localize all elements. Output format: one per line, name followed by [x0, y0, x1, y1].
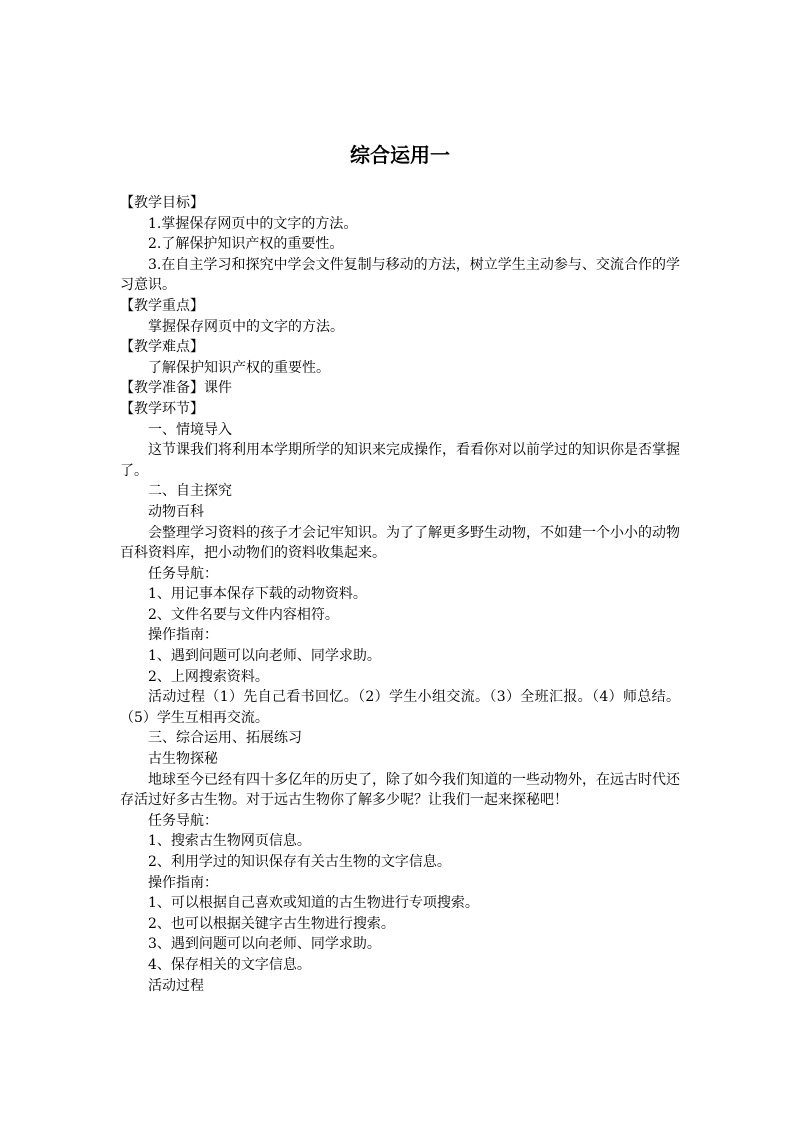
section3-title: 三、综合运用、拓展练习 — [148, 730, 302, 747]
objectives-header: 【教学目标】 — [120, 195, 204, 211]
section2-guide-1: 1、遇到问题可以向老师、同学求助。 — [148, 648, 381, 665]
section1-title: 一、情境导入 — [148, 421, 232, 438]
section2-title: 二、自主探究 — [148, 483, 232, 500]
section2-subtitle: 动物百科 — [148, 503, 204, 520]
section3-subtitle: 古生物探秘 — [148, 751, 218, 768]
section3-task-1: 1、搜索古生物网页信息。 — [148, 833, 311, 850]
section3-guide-header: 操作指南： — [148, 874, 218, 891]
section3-text: 地球至今已经有四十多亿年的历史了，除了如今我们知道的一些动物外，在远古时代还存活过好多古生物。对于远古生物你了解多少呢？让我们一起来探秘吧！ — [120, 771, 680, 809]
document-page — [120, 138, 680, 996]
section1-text: 这节课我们将利用本学期所学的知识来完成操作，看看你对以前学过的知识你是否掌握了。 — [120, 442, 680, 479]
section3-guide-4: 4、保存相关的文字信息。 — [148, 956, 311, 973]
section2-task-1: 1、用记事本保存下载的动物资料。 — [148, 586, 367, 603]
section2-activity: 活动过程（1）先自己看书回忆。（2）学生小组交流。（3）全班汇报。（4）师总结。（5）学生互相再交流。 — [120, 689, 680, 726]
section2-text: 会整理学习资料的孩子才会记牢知识。为了了解更多野生动物，不如建一个小小的动物百科资料库，把小动物们的资料收集起来。 — [120, 524, 680, 562]
difficulties-text: 了解保护知识产权的重要性。 — [148, 359, 330, 376]
process-header: 【教学环节】 — [120, 400, 204, 417]
preparation-line: 【教学准备】课件 — [120, 380, 232, 397]
objective-item-3: 3.在自主学习和探究中学会文件复制与移动的方法，树立学生主动参与、交流合作的学习意识。 — [120, 256, 680, 294]
section3-activity: 活动过程 — [148, 977, 204, 994]
section2-task-header: 任务导航： — [148, 565, 218, 582]
section3-task-2: 2、利用学过的知识保存有关古生物的文字信息。 — [148, 854, 451, 870]
section2-guide-2: 2、上网搜索资料。 — [148, 668, 269, 685]
key-points-header: 【教学重点】 — [120, 297, 204, 314]
section2-task-2: 2、文件名要与文件内容相符。 — [148, 606, 339, 623]
section3-task-header: 任务导航： — [148, 812, 218, 829]
objective-item-1: 1.掌握保存网页中的文字的方法。 — [148, 215, 358, 232]
key-points-text: 掌握保存网页中的文字的方法。 — [148, 318, 344, 335]
document-title: 综合运用一 — [350, 143, 450, 167]
section2-guide-header: 操作指南： — [148, 627, 218, 644]
section3-guide-3: 3、遇到问题可以向老师、同学求助。 — [148, 936, 381, 953]
section3-guide-1: 1、可以根据自己喜欢或知道的古生物进行专项搜索。 — [148, 895, 479, 912]
section3-guide-2: 2、也可以根据关键字古生物进行搜索。 — [148, 915, 395, 932]
objective-item-2: 2.了解保护知识产权的重要性。 — [148, 236, 344, 253]
difficulties-header: 【教学难点】 — [120, 339, 204, 356]
